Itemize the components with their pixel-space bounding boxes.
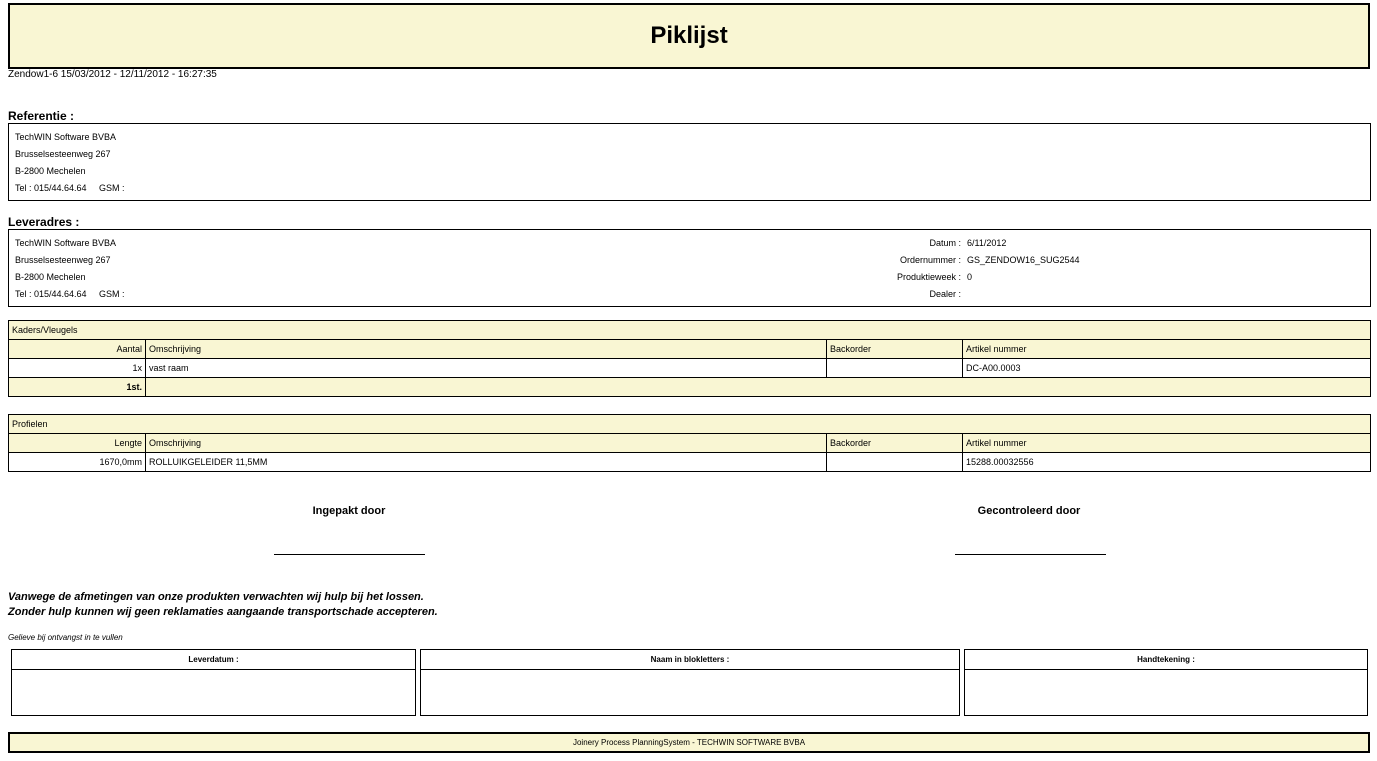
cell-omschrijving: ROLLUIKGELEIDER 11,5MM bbox=[146, 453, 827, 472]
column-header: Backorder bbox=[827, 340, 963, 359]
profielen-table bbox=[8, 414, 1371, 472]
checked-by-label: Gecontroleerd door bbox=[977, 505, 1081, 517]
leveradres-line: TechWIN Software BVBA bbox=[15, 238, 117, 248]
cell-backorder bbox=[827, 359, 963, 378]
table-row bbox=[9, 359, 1371, 378]
naam-label: Naam in blokletters : bbox=[421, 650, 959, 670]
table-header-row bbox=[9, 434, 1371, 453]
packed-by-label: Ingepakt door bbox=[312, 505, 386, 517]
handtekening-label: Handtekening : bbox=[965, 650, 1367, 670]
referentie-box bbox=[8, 123, 1371, 201]
leverdatum-box[interactable] bbox=[11, 649, 416, 716]
column-header: Artikel nummer bbox=[963, 434, 1371, 453]
packed-by-line bbox=[274, 554, 425, 555]
note-line-1: Vanwege de afmetingen van onze produkten verwachten wij hulp bij het lossen. bbox=[8, 591, 424, 603]
order-info-row: Datum : 6/11/2012 bbox=[929, 238, 1007, 248]
referentie-line: TechWIN Software BVBA bbox=[15, 132, 117, 142]
leveradres-line: Brusselsesteenweg 267 bbox=[15, 255, 111, 265]
referentie-line: Brusselsesteenweg 267 bbox=[15, 149, 111, 159]
leveradres-line: Tel : 015/44.64.64 GSM : bbox=[15, 289, 125, 299]
order-info-row: Ordernummer : GS_ZENDOW16_SUG2544 bbox=[899, 255, 1080, 265]
order-info-row: Produktieweek : 0 bbox=[896, 272, 973, 282]
referentie-line: B-2800 Mechelen bbox=[15, 166, 86, 176]
naam-box[interactable] bbox=[420, 649, 960, 716]
footer: Joinery Process PlanningSystem - TECHWIN SOFTWARE BVBA bbox=[8, 732, 1370, 753]
kaders-title: Kaders/Vleugels bbox=[9, 321, 1371, 340]
cell-aantal: 1x bbox=[9, 359, 146, 378]
receipt-hint: Gelieve bij ontvangst in te vullen bbox=[8, 633, 123, 642]
profielen-title: Profielen bbox=[9, 415, 1371, 434]
leveradres-label: Leveradres : bbox=[8, 215, 80, 229]
total-count: 1st. bbox=[9, 378, 146, 397]
table-row bbox=[9, 453, 1371, 472]
order-info bbox=[838, 235, 1080, 303]
leverdatum-label: Leverdatum : bbox=[12, 650, 415, 670]
kaders-table bbox=[8, 320, 1371, 397]
report-subtitle: Zendow1-6 15/03/2012 - 12/11/2012 - 16:27:35 bbox=[8, 69, 217, 80]
table-header-row bbox=[9, 340, 1371, 359]
total-filler bbox=[146, 378, 1371, 397]
checked-by-line bbox=[955, 554, 1106, 555]
leveradres-line: B-2800 Mechelen bbox=[15, 272, 86, 282]
cell-backorder bbox=[827, 453, 963, 472]
referentie-label: Referentie : bbox=[8, 109, 75, 123]
column-header: Omschrijving bbox=[146, 340, 827, 359]
column-header: Artikel nummer bbox=[963, 340, 1371, 359]
cell-lengte: 1670,0mm bbox=[9, 453, 146, 472]
note-line-2: Zonder hulp kunnen wij geen reklamaties aangaande transportschade accepteren. bbox=[8, 606, 438, 618]
total-row bbox=[9, 378, 1371, 397]
referentie-line: Tel : 015/44.64.64 GSM : bbox=[15, 183, 125, 193]
leveradres-box bbox=[8, 229, 1371, 307]
cell-omschrijving: vast raam bbox=[146, 359, 827, 378]
page-title: Piklijst bbox=[8, 3, 1370, 69]
column-header: Lengte bbox=[9, 434, 146, 453]
cell-artikel: 15288.00032556 bbox=[963, 453, 1371, 472]
order-info-row: Dealer : bbox=[929, 289, 961, 299]
column-header: Aantal bbox=[9, 340, 146, 359]
column-header: Backorder bbox=[827, 434, 963, 453]
handtekening-box[interactable] bbox=[964, 649, 1368, 716]
cell-artikel: DC-A00.0003 bbox=[963, 359, 1371, 378]
column-header: Omschrijving bbox=[146, 434, 827, 453]
